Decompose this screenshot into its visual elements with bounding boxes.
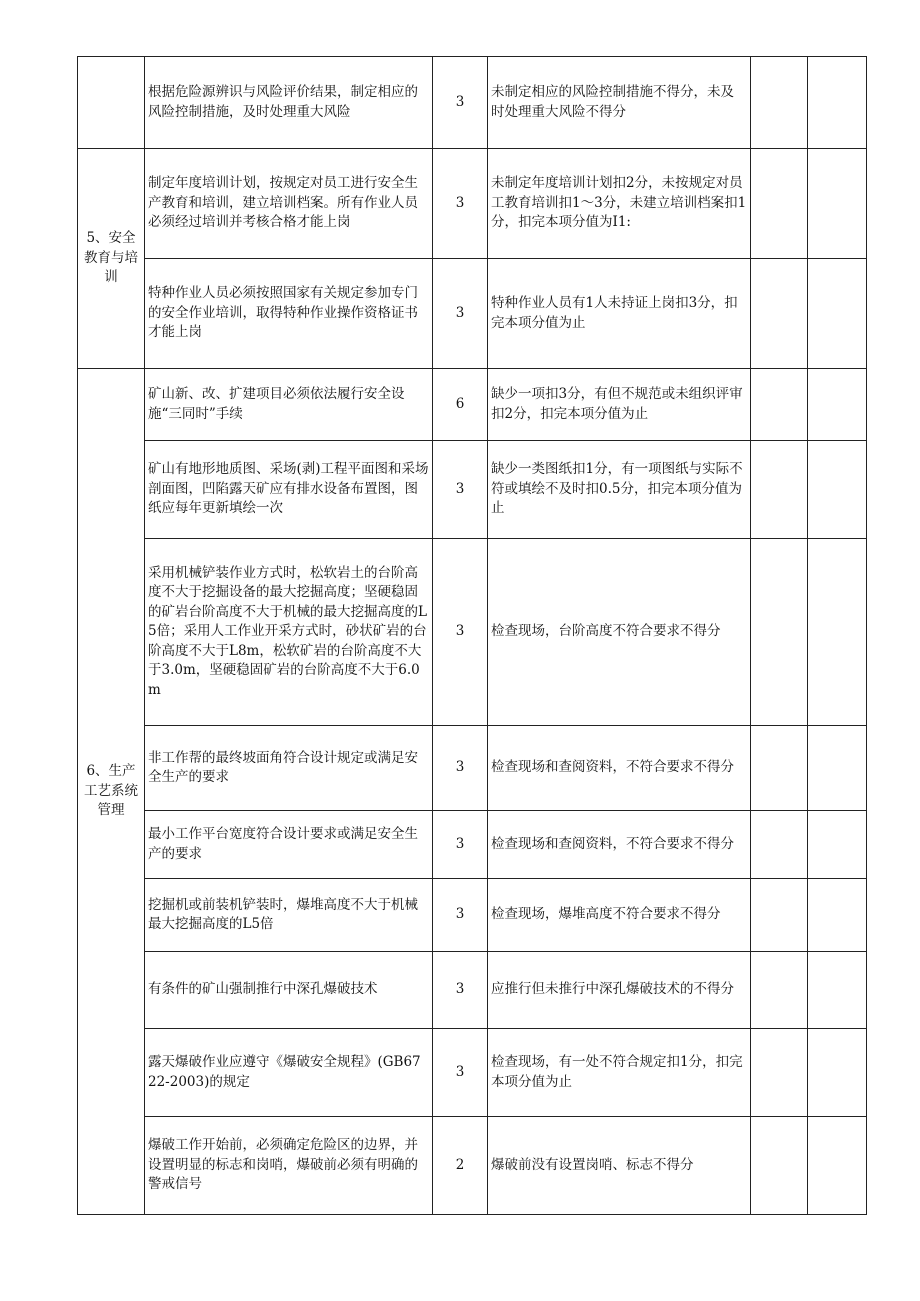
deduction-cell [751,57,808,149]
criteria-cell: 检查现场和查阅资料，不符合要求不得分 [488,726,751,811]
table-row [78,441,867,539]
criteria-cell: 检查现场，有一处不符合规定扣1分，扣完本项分值为止 [488,1029,751,1117]
deduction-cell [751,369,808,441]
item-cell: 制定年度培训计划，按规定对员工进行安全生产教育和培训，建立培训档案。所有作业人员必须经过培训并考核合格才能上岗 [145,149,433,259]
table-row [78,879,867,952]
table-row [78,1117,867,1215]
item-cell: 露天爆破作业应遵守《爆破安全规程》(GB6722-2003)的规定 [145,1029,433,1117]
score-cell: 2 [433,1117,488,1215]
remark-cell [808,1029,867,1117]
score-cell: 3 [433,811,488,879]
remark-cell [808,879,867,952]
criteria-cell: 特种作业人员有1人未持证上岗扣3分，扣完本项分值为止 [488,259,751,369]
deduction-cell [751,441,808,539]
table-row [78,952,867,1029]
item-cell: 挖掘机或前装机铲装时，爆堆高度不大于机械最大挖掘高度的L5倍 [145,879,433,952]
item-cell: 矿山有地形地质图、采场(剥)工程平面图和采场剖面图，凹陷露天矿应有排水设备布置图，图纸应每年更新填绘一次 [145,441,433,539]
table-row [78,539,867,726]
deduction-cell [751,539,808,726]
remark-cell [808,259,867,369]
remark-cell [808,441,867,539]
category-cell [78,57,145,149]
item-cell: 特种作业人员必须按照国家有关规定参加专门的安全作业培训，取得特种作业操作资格证书才能上岗 [145,259,433,369]
criteria-cell: 检查现场，爆堆高度不符合要求不得分 [488,879,751,952]
criteria-cell: 检查现场和查阅资料，不符合要求不得分 [488,811,751,879]
scoring-table [77,56,867,1215]
table-row [78,369,867,441]
score-cell: 3 [433,1029,488,1117]
deduction-cell [751,1117,808,1215]
deduction-cell [751,726,808,811]
score-cell: 3 [433,952,488,1029]
criteria-cell: 应推行但未推行中深孔爆破技术的不得分 [488,952,751,1029]
item-cell: 采用机械铲装作业方式时，松软岩土的台阶高度不大于挖掘设备的最大挖掘高度；坚硬稳固的矿岩台阶高度不大于机械的最大挖掘高度的L5倍；采用人工作业开采方式时，砂状矿岩的台阶高度不大于L8m，松软矿岩的台阶高度不大于3.0m，坚硬稳固矿岩的台阶高度不大于6.0m [145,539,433,726]
score-cell: 3 [433,259,488,369]
item-cell: 爆破工作开始前，必须确定危险区的边界，并设置明显的标志和岗哨，爆破前必须有明确的警戒信号 [145,1117,433,1215]
criteria-cell: 缺少一类图纸扣1分，有一项图纸与实际不符或填绘不及时扣0.5分，扣完本项分值为止 [488,441,751,539]
score-cell: 3 [433,57,488,149]
score-cell: 3 [433,539,488,726]
table-row [78,726,867,811]
table-row [78,259,867,369]
item-cell: 根据危险源辨识与风险评价结果，制定相应的风险控制措施，及时处理重大风险 [145,57,433,149]
item-cell: 有条件的矿山强制推行中深孔爆破技术 [145,952,433,1029]
deduction-cell [751,811,808,879]
criteria-cell: 未制定相应的风险控制措施不得分，未及时处理重大风险不得分 [488,57,751,149]
table-row [78,57,867,149]
table-row [78,149,867,259]
score-cell: 3 [433,879,488,952]
remark-cell [808,1117,867,1215]
criteria-cell: 缺少一项扣3分，有但不规范或未组织评审扣2分，扣完本项分值为止 [488,369,751,441]
table-row [78,811,867,879]
item-cell: 非工作帮的最终坡面角符合设计规定或满足安全生产的要求 [145,726,433,811]
score-cell: 3 [433,441,488,539]
criteria-cell: 检查现场，台阶高度不符合要求不得分 [488,539,751,726]
deduction-cell [751,259,808,369]
score-cell: 3 [433,149,488,259]
item-cell: 矿山新、改、扩建项目必须依法履行安全设施“三同时”手续 [145,369,433,441]
remark-cell [808,57,867,149]
item-cell: 最小工作平台宽度符合设计要求或满足安全生产的要求 [145,811,433,879]
score-cell: 6 [433,369,488,441]
criteria-cell: 未制定年度培训计划扣2分，未按规定对员工教育培训扣1～3分，未建立培训档案扣1分，扣完本项分值为I1: [488,149,751,259]
table-row [78,1029,867,1117]
remark-cell [808,539,867,726]
criteria-cell: 爆破前没有设置岗哨、标志不得分 [488,1117,751,1215]
remark-cell [808,149,867,259]
remark-cell [808,726,867,811]
category-cell: 5、安全教育与培训 [78,149,145,369]
deduction-cell [751,879,808,952]
remark-cell [808,952,867,1029]
remark-cell [808,369,867,441]
deduction-cell [751,1029,808,1117]
score-cell: 3 [433,726,488,811]
remark-cell [808,811,867,879]
category-cell: 6、生产工艺系统管理 [78,369,145,1215]
deduction-cell [751,149,808,259]
deduction-cell [751,952,808,1029]
